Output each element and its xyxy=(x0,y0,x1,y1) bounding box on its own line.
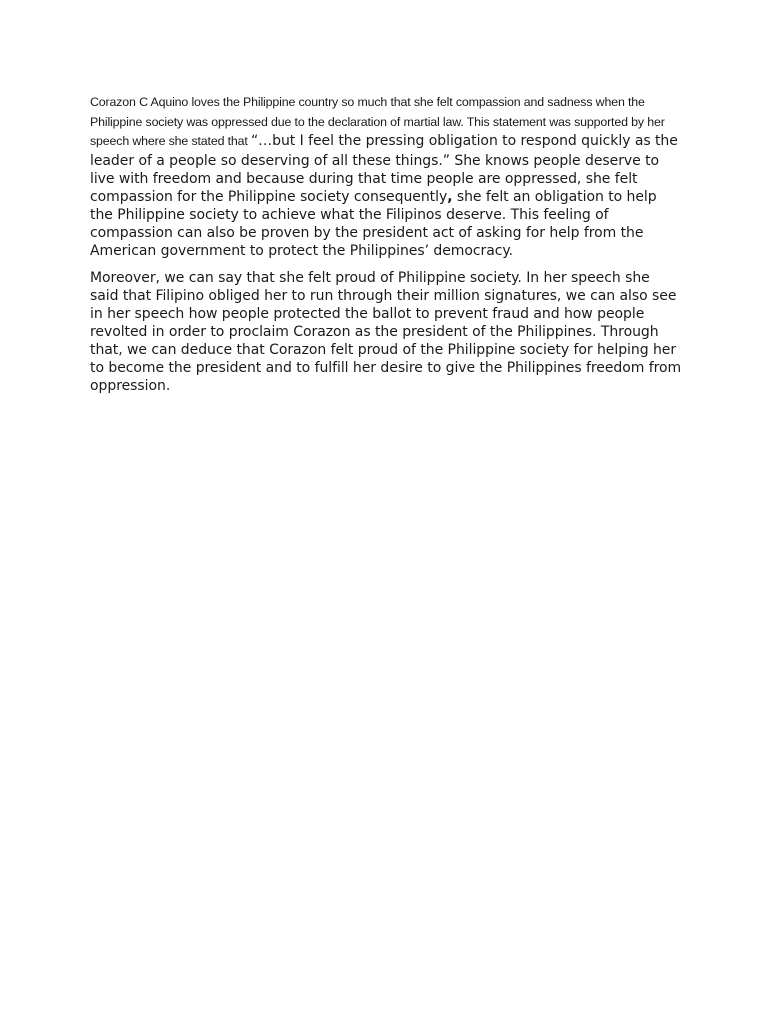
paragraph-end-text: she felt an obligation to help the Philippine society to achieve what the Filipinos deserve. This feeling of compassion can also be proven by the president act of asking for help from the American government to protect the Philippines’ democracy. xyxy=(90,188,657,259)
document-body xyxy=(90,93,682,395)
paragraph-pride: Moreover, we can say that she felt proud of Philippine society. In her speech she said that Filipino obliged her to run through their million signatures, we can also see in her speech how people protected the ballot to prevent fraud and how people revolted in order to proclaim Corazon as the president of the Philippines. Through that, we can deduce that Corazon felt proud of the Philippine society for helping her to become the president and to fulfill her desire to give the Philippines freedom from oppression. xyxy=(90,269,682,394)
paragraph-compassion xyxy=(90,93,682,260)
paragraph-quote-text: “…but I feel the pressing obligation to respond quickly as the leader of a people so deserving of all these things.” She knows people deserve to live with freedom and because during that time people are oppressed, she felt compassion for the Philippine society consequently xyxy=(90,133,678,205)
paragraph-intro-text: Corazon C Aquino loves the Philippine country so much that she felt compassion and sadness when the Philippine society was oppressed due to the declaration of martial law. This statement was supported by her speech where she stated that xyxy=(90,95,665,148)
bold-comma: , xyxy=(447,188,453,205)
